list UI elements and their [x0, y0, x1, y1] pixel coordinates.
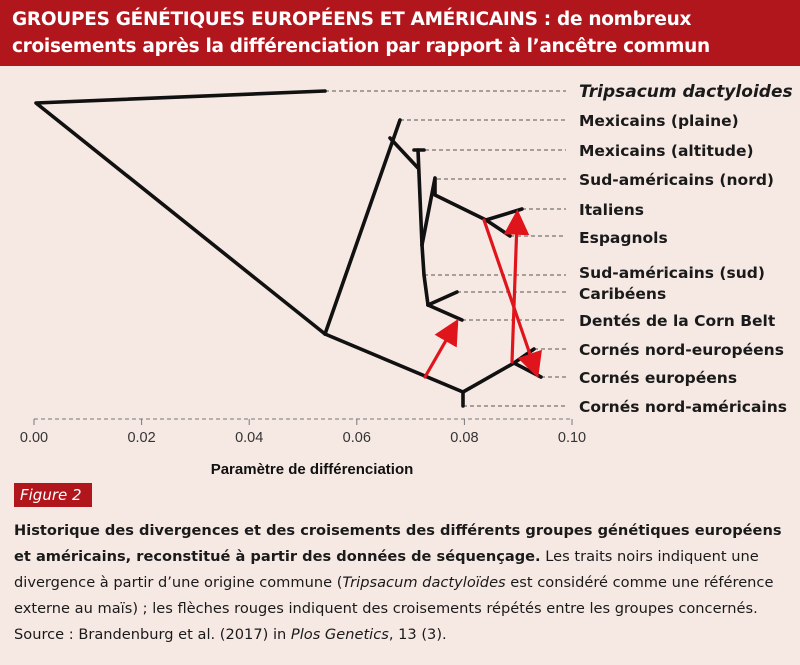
taxon-label: Caribéens: [579, 285, 667, 303]
branch: [390, 138, 418, 168]
caption-italic: Tripsacum dactyloïdes: [342, 574, 506, 591]
header-title: GROUPES GÉNÉTIQUES EUROPÉENS ET AMÉRICAINS :: [12, 9, 551, 30]
taxon-label: Cornés nord-européens: [579, 341, 784, 359]
caption-bold: Historique des divergences et des croisements des différents groupes génétiques européens et américains, reconstitué à partir des données de séquençage.: [14, 522, 782, 565]
taxon-label: Sud-américains (sud): [579, 264, 765, 282]
caption-text: est considéré comme une référence externe au maïs) ; les flèches rouges indiquent des croisements répétés entre les groupes concernés. Source : Brandenburg et al. (2017) in: [14, 574, 774, 643]
figure-caption: [14, 518, 790, 648]
taxon-label: Dentés de la Corn Belt: [579, 312, 776, 330]
taxon-label: Cornés européens: [579, 369, 738, 387]
header-subtitle-1: de nombreux: [550, 9, 692, 30]
axis-ticks: [34, 419, 572, 425]
caption-italic: Plos Genetics: [290, 626, 389, 643]
x-axis: [20, 419, 586, 476]
taxon-label: Sud-américains (nord): [579, 171, 775, 189]
crossing-arrow: [425, 330, 452, 377]
mexican-clade-branch: [325, 120, 400, 334]
branch: [428, 305, 462, 320]
taxon-label: Cornés nord-américains: [579, 398, 787, 416]
taxon-label: Italiens: [579, 201, 645, 219]
phylogenetic-tree: [0, 66, 800, 476]
tick-label: 0.10: [557, 430, 587, 446]
branch: [463, 363, 514, 392]
root-branch: [36, 91, 325, 334]
figure-header: [0, 0, 800, 66]
tick-label: 0.08: [450, 430, 479, 446]
tree-branches: [36, 91, 541, 406]
header-line-1: [12, 9, 691, 30]
caption-text: , 13 (3).: [388, 626, 447, 643]
tick-label: 0.02: [127, 430, 156, 446]
branch: [428, 292, 457, 305]
caption-text: Les traits noirs indiquent une divergence à partir d’une origine commune (: [14, 548, 759, 591]
taxon-labels: [579, 82, 793, 416]
figure-label: Figure 2: [14, 483, 92, 507]
corn-clade-branch: [325, 334, 463, 392]
tick-label: 0.06: [342, 430, 371, 446]
tick-label: 0.00: [19, 430, 49, 446]
taxon-label: Espagnols: [579, 229, 668, 247]
taxon-label: Mexicains (altitude): [579, 142, 754, 160]
taxon-label: Mexicains (plaine): [579, 112, 739, 130]
branch: [435, 179, 486, 220]
tick-label: 0.04: [235, 430, 264, 446]
branch: [418, 150, 422, 245]
crossing-arrow: [484, 220, 534, 366]
header-subtitle-2: croisements après la différenciation par rapport à l’ancêtre commun: [12, 36, 710, 57]
branch: [514, 363, 541, 377]
taxon-label: Tripsacum dactyloides: [579, 82, 793, 102]
x-axis-title: Paramètre de différenciation: [210, 461, 414, 476]
branch: [422, 178, 435, 245]
branch: [486, 209, 522, 220]
